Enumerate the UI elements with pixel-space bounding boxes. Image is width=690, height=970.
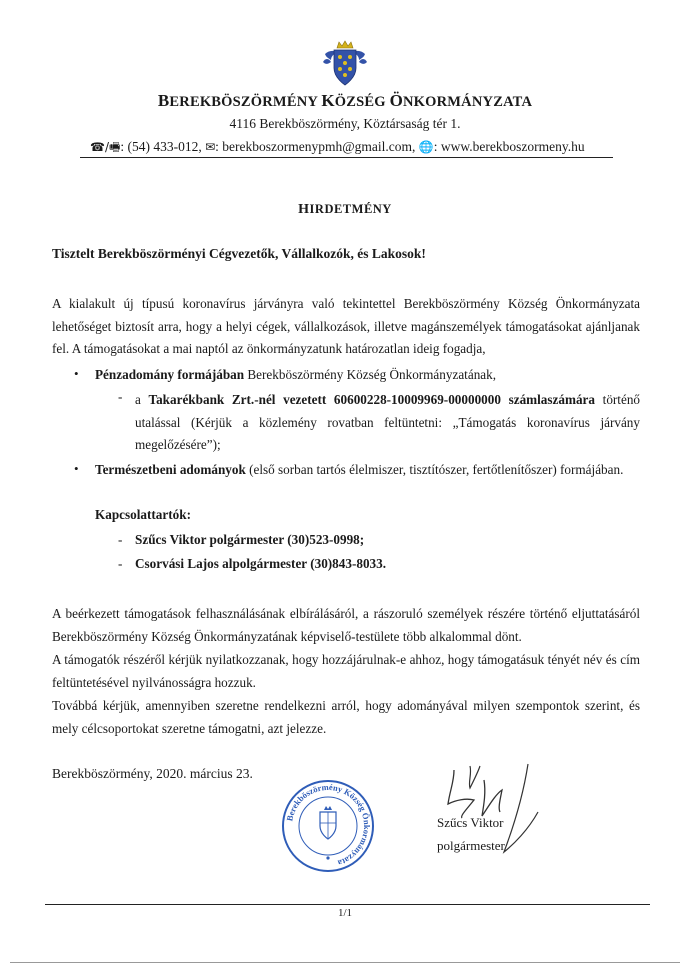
page-number: 1/1: [337, 907, 353, 919]
intro-paragraph: A kialakult új típusú koronavírus járványra való tekintettel Berekböszörmény Község Önkormányzata lehetőséget biztosít arra, hogy a helyi cégek, vállalkozások, illetve magánszemélyek támogatásokat ajánljanak fel. A támogatásokat a mai naptól az önkormányzatunk határozatlan ideig fogadja,: [52, 296, 640, 356]
bank-account-item: a Takarékbank Zrt.-nél vezetett 60600228-10009969-00000000 számlaszámára történő utalással (Kérjük a közlemény rovatban feltüntetni: „Támogatás koronavírus járvány megelőzésére”);: [135, 392, 641, 452]
bullet-dot-1: •: [74, 366, 79, 381]
bullet-1: Pénzadomány formájában Berekböszörmény Község Önkormányzatának,: [95, 367, 497, 382]
paragraph-request: Továbbá kérjük, amennyiben szeretne rendelkezni arról, hogy adományával milyen szempontok szerint, és mely célcsoportokat szeretne támogatni, azt jelezze.: [52, 698, 640, 736]
coat-of-arms-icon: [319, 40, 371, 90]
contact-dash-1: -: [118, 532, 123, 547]
contact-1: Szűcs Viktor polgármester (30)523-0998;: [135, 532, 365, 547]
bullet-dot-2: •: [74, 461, 79, 476]
signer-role: polgármester: [437, 838, 505, 853]
paragraph-consent: A támogatók részéről kérjük nyilatkozzanak, hogy hozzájárulnak-e ahhoz, hogy támogatásuk tényét név és cím feltüntetésével nyilvánosságra hozzuk.: [52, 652, 640, 690]
paragraph-decision: A beérkezett támogatások felhasználásának elbírálásáról, a rászoruló személyek részére történő eljuttatásáról Berekböszörmény Község Önkormányzatának képviselő-testülete több alkalommal dönt.: [52, 606, 640, 644]
signer-name: Szűcs Viktor: [437, 815, 504, 830]
bottom-edge-line: [10, 962, 680, 963]
contact-2: Csorvási Lajos alpolgármester (30)843-8033.: [135, 556, 387, 571]
official-stamp: [280, 778, 376, 874]
phone-fax-icon: ☎/🖷: [90, 140, 121, 154]
contact-dash-2: -: [118, 556, 123, 571]
mail-icon: ✉: [205, 140, 216, 154]
contacts-label: Kapcsolattartók:: [95, 507, 191, 522]
place-and-date: Berekböszörmény, 2020. március 23.: [52, 766, 253, 781]
bullet-2: Természetbeni adományok (első sorban tartós élelmiszer, tisztítószer, fertőtlenítőszer) formájában.: [95, 462, 624, 477]
header-divider: [80, 157, 613, 158]
contact-line: ☎/🖷: (54) 433-012, ✉: berekboszormenypmh@gmail.com, 🌐: www.berekboszormeny.hu: [90, 139, 585, 154]
sub-item-dash: -: [118, 389, 123, 404]
globe-icon: 🌐: [418, 140, 434, 154]
footer-divider: [45, 904, 650, 905]
organization-name: BEREKBÖSZÖRMÉNY KÖZSÉG ÖNKORMÁNYZATA: [157, 91, 533, 110]
svg-text:Berekböszörmény Község Önkormá: Berekböszörmény Község Önkormányzata: [284, 781, 373, 869]
notice-title: HIRDETMÉNY: [298, 202, 392, 217]
greeting: Tisztelt Berekböszörményi Cégvezetők, Vállalkozók, és Lakosok!: [52, 246, 426, 261]
organization-address: 4116 Berekböszörmény, Köztársaság tér 1.: [229, 116, 461, 131]
